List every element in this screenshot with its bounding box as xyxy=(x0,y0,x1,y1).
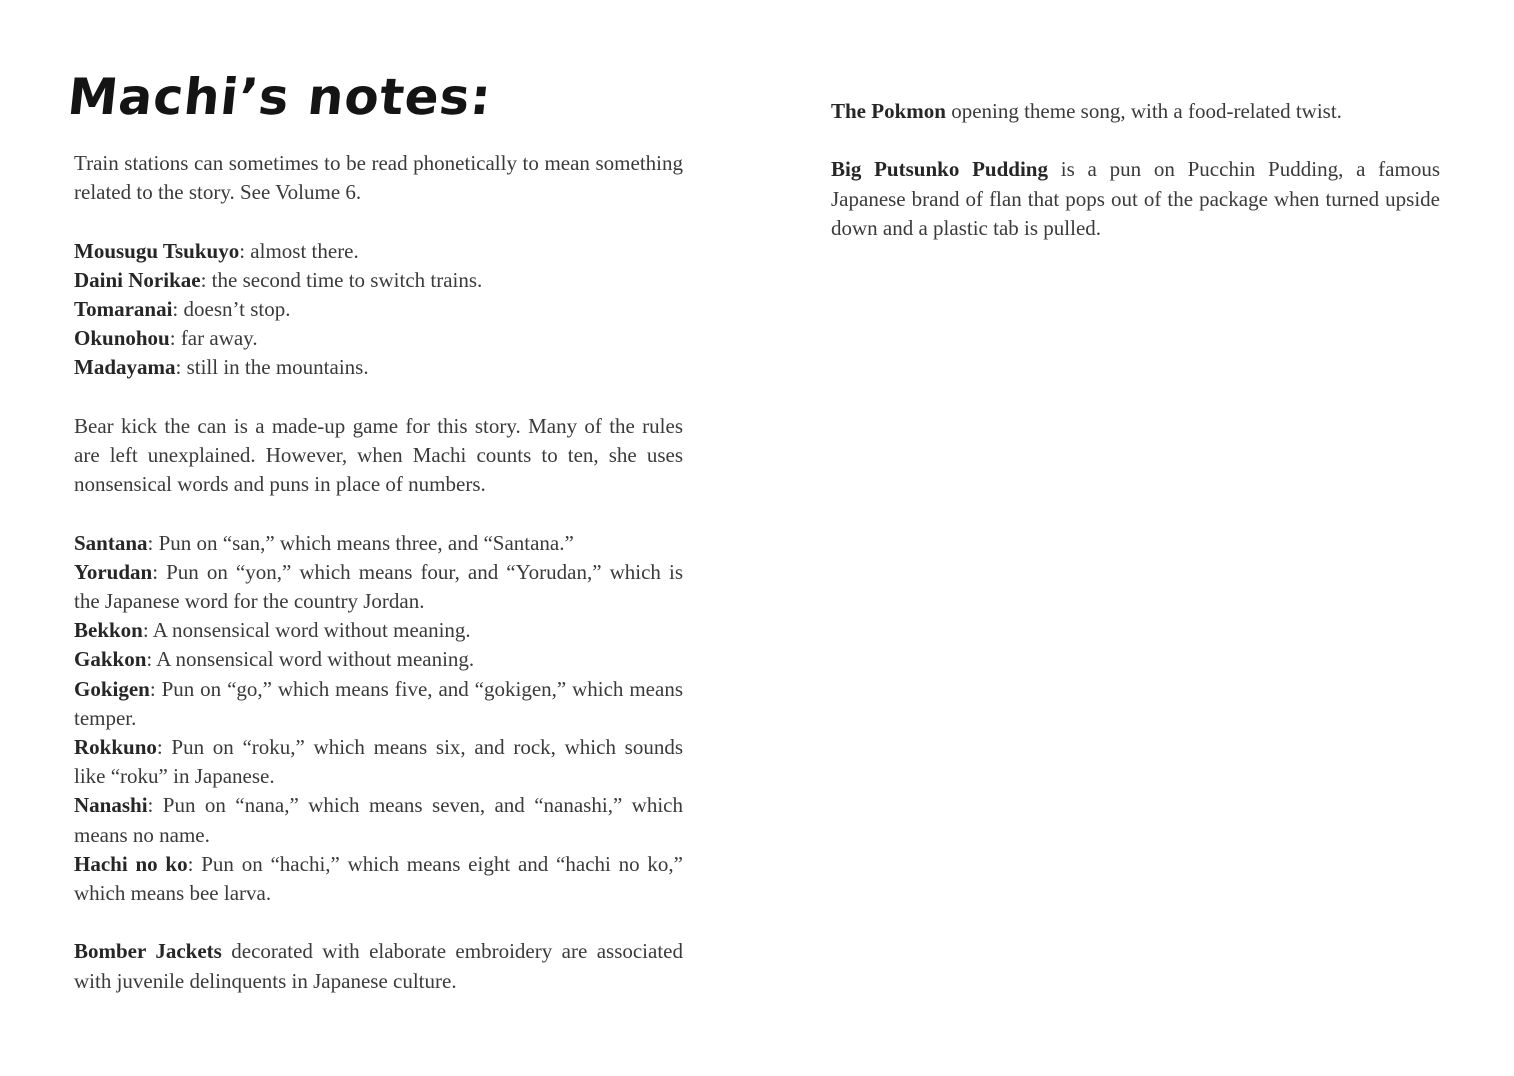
left-column xyxy=(74,149,683,1025)
entry-text: opening theme song, with a food-related twist. xyxy=(945,99,1342,123)
entry-term: Gokigen xyxy=(74,676,150,701)
entry-text: is a pun on Pucchin Pudding, a famous Japanese brand of flan that pops out of the package when turned upside down and a plastic tab is pulled. xyxy=(831,157,1440,240)
entry-term: Okunohou xyxy=(74,326,170,351)
count-entry xyxy=(74,616,683,645)
entry-text: decorated with elaborate embroidery are associated with juvenile delinquents in Japanese culture. xyxy=(74,939,683,993)
count-entry xyxy=(74,733,683,791)
entry-term: Yorudan xyxy=(74,559,153,584)
right-column xyxy=(831,97,1440,272)
count-entry xyxy=(74,529,683,558)
station-entry xyxy=(74,353,683,382)
entry-text: : A nonsensical word without meaning. xyxy=(142,618,471,643)
entry-text: : A nonsensical word without meaning. xyxy=(146,647,475,672)
entry-term: Big Putsunko Pudding xyxy=(831,157,1048,182)
entry-term: Mousugu Tsukuyo xyxy=(74,238,240,263)
entry-term: Daini Norikae xyxy=(74,267,201,292)
entry-text: : Pun on “san,” which means three, and “Santana.” xyxy=(147,530,574,555)
entry-term: Tomaranai xyxy=(74,297,173,321)
entry-text: : Pun on “roku,” which means six, and rock, which sounds like “roku” in Japanese. xyxy=(74,735,683,789)
entry-term: Gakkon xyxy=(74,647,147,672)
entry-text: : doesn’t stop. xyxy=(172,297,291,321)
entry-text: : Pun on “yon,” which means four, and “Yorudan,” which is the Japanese word for the country Jordan. xyxy=(74,559,683,613)
station-entry xyxy=(74,295,683,324)
entry-text: : far away. xyxy=(169,326,258,351)
entry-term: The Pokmon xyxy=(831,99,946,123)
station-entry xyxy=(74,266,683,295)
count-entry xyxy=(74,558,683,616)
entry-term: Bekkon xyxy=(74,618,143,643)
entry-text: : Pun on “go,” which means five, and “gokigen,” which means temper. xyxy=(74,676,683,730)
count-entry xyxy=(74,675,683,733)
intro-paragraph: Train stations can sometimes to be read phonetically to mean something related to the story. See Volume 6. xyxy=(74,151,683,205)
entry-term: Hachi no ko xyxy=(74,851,188,876)
entry-text: : Pun on “hachi,” which means eight and “hachi no ko,” which means bee larva. xyxy=(74,851,684,906)
station-entry xyxy=(74,237,683,266)
count-entry xyxy=(74,850,683,908)
entry-text: : almost there. xyxy=(239,238,359,263)
pokmon-paragraph xyxy=(831,97,1440,126)
bomber-paragraph xyxy=(74,937,683,995)
entry-text: : the second time to switch trains. xyxy=(200,267,483,292)
entry-term: Madayama xyxy=(74,355,176,380)
count-list xyxy=(74,529,683,909)
station-list xyxy=(74,237,683,383)
game-paragraph: Bear kick the can is a made-up game for this story. Many of the rules are left unexplained. However, when Machi counts to ten, she uses nonsensical words and puns in place of numbers. xyxy=(74,413,683,497)
pudding-paragraph xyxy=(831,155,1440,243)
page-title: Machi’s notes: xyxy=(64,68,495,126)
count-entry xyxy=(74,791,683,849)
entry-text: : Pun on “nana,” which means seven, and “nanashi,” which means no name. xyxy=(74,793,683,847)
entry-term: Nanashi xyxy=(74,793,148,818)
station-entry xyxy=(74,324,683,353)
count-entry xyxy=(74,645,683,674)
entry-term: Bomber Jackets xyxy=(74,939,222,964)
entry-text: : still in the mountains. xyxy=(175,355,369,380)
entry-term: Santana xyxy=(74,530,148,555)
entry-term: Rokkuno xyxy=(74,735,157,760)
